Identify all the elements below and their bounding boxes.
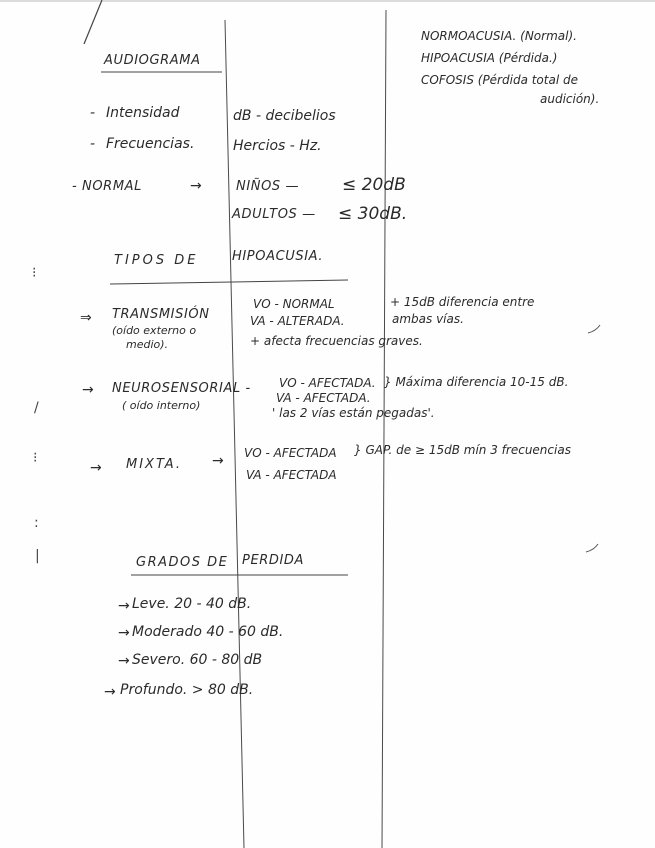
tipo-sub: (oído externo o [112,324,197,337]
margin-mark: ⁝ [33,450,38,466]
section-heading: GRADOS DE [136,555,229,570]
legend-line: audición). [540,92,600,106]
tipo-sub: ( oído interno) [122,399,201,412]
grado-item: Leve. 20 - 40 dB. [132,596,252,612]
definition-value: dB - decibelios [233,108,336,124]
margin-mark: ⁝ [32,265,37,281]
tipo-sub: medio). [126,338,169,351]
tipo-note: } Máxima diferencia 10-15 dB. [384,375,569,389]
grado-item: Moderado 40 - 60 dB. [132,624,284,640]
tipo-name: NEUROSENSORIAL - [112,381,251,396]
corner-stroke [84,0,102,44]
legend-line: NORMOACUSIA. (Normal). [421,29,577,43]
tick-mark-1 [588,325,600,333]
grado-item: Severo. 60 - 80 dB [132,652,263,668]
arrow-icon: → [90,460,102,476]
definition-bullet: - [90,105,96,121]
arrow-icon: → [104,684,116,700]
normal-limit: ≤ 20dB [342,175,406,195]
tipo-note: + 15dB diferencia entre [390,295,535,309]
arrow-icon: → [82,382,94,398]
arrow-icon: → [118,625,130,641]
tipos-underline [110,280,348,284]
right-vertical-rule [382,10,386,848]
tipo-name: TRANSMISIÓN [112,307,210,322]
legend-line: HIPOACUSIA (Pérdida.) [421,51,558,65]
arrow-icon: → [190,178,202,194]
section-heading: TIPOS DE [114,253,199,268]
normal-who: ADULTOS — [232,207,316,222]
definition-bullet: - [90,136,96,152]
tipo-line: ' las 2 vías están pegadas'. [272,406,435,420]
tipo-line: VA - AFECTADA. [276,391,371,405]
definition-term: Frecuencias. [106,136,195,152]
grado-item: Profundo. > 80 dB. [120,682,254,698]
tipo-line: VO - AFECTADA [244,446,337,460]
tipo-line: + afecta frecuencias graves. [250,334,423,348]
margin-mark: | [35,548,40,564]
arrow-icon: ⇒ [80,310,92,326]
arrow-icon: → [118,598,130,614]
arrow-icon: → [118,653,130,669]
tipo-line: VO - NORMAL [253,297,335,311]
definition-term: Intensidad [106,105,180,121]
tipo-line: VA - AFECTADA [246,468,337,482]
page-title: AUDIOGRAMA [104,53,201,68]
section-heading: PERDIDA [242,553,305,568]
tick-mark-2 [586,544,598,552]
normal-who: NIÑOS — [236,179,300,194]
section-heading: HIPOACUSIA. [232,249,324,264]
margin-mark: / [34,400,39,416]
legend-line: COFOSIS (Pérdida total de [421,73,578,87]
arrow-icon: → [212,453,224,469]
tipo-line: VA - ALTERADA. [250,314,345,328]
definition-value: Hercios - Hz. [233,138,322,154]
tipo-name: MIXTA. [126,457,182,472]
normal-label: - NORMAL [72,179,142,194]
tipo-note: ambas vías. [392,312,464,326]
tipo-line: VO - AFECTADA. [279,376,376,390]
normal-limit: ≤ 30dB. [338,204,408,224]
margin-mark: : [34,515,39,531]
tipo-note: } GAP. de ≥ 15dB mín 3 frecuencias [354,443,571,457]
